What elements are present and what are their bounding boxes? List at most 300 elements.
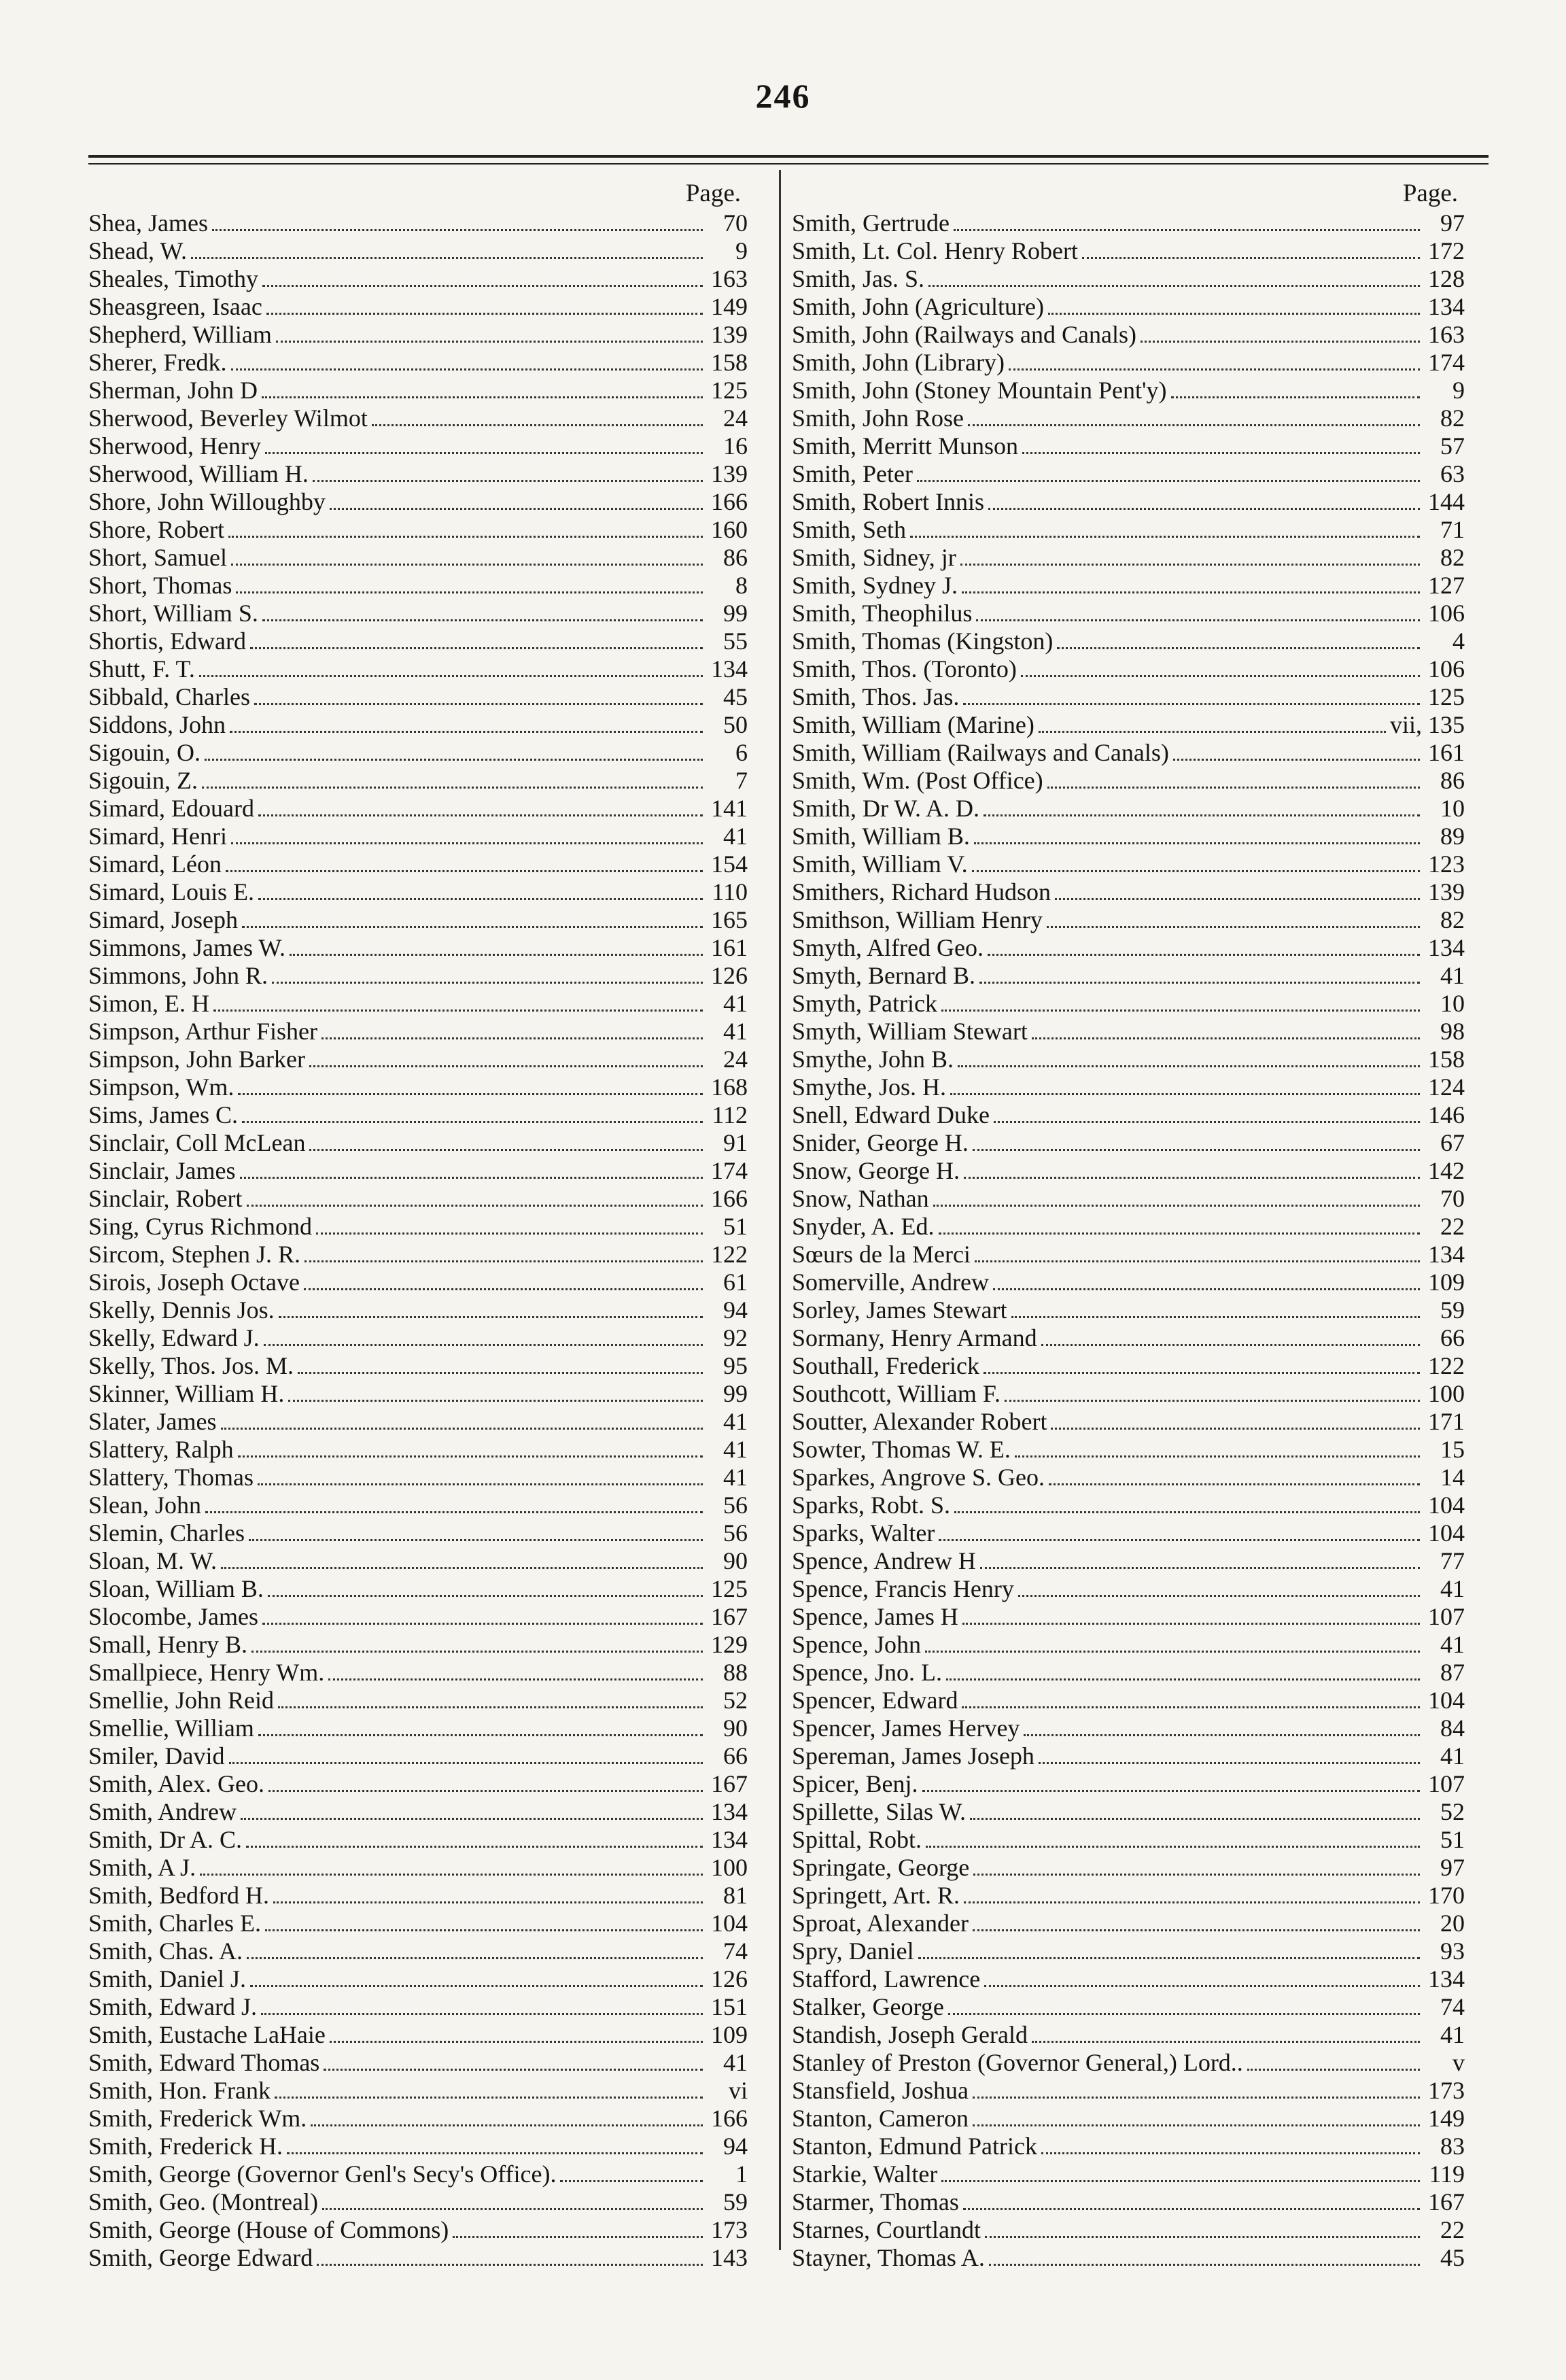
entry-page: 41: [1440, 2021, 1465, 2048]
entry-page: 109: [711, 2021, 748, 2048]
index-entry: [792, 1798, 1465, 1826]
dot-leader: [954, 1492, 1420, 1513]
entry-name: Spittal, Robt.: [792, 1826, 922, 1853]
index-entry: [88, 2244, 748, 2272]
index-entry: [88, 349, 748, 377]
entry-name: Snow, Nathan: [792, 1185, 929, 1212]
entry-name: Smith, Lt. Col. Henry Robert: [792, 237, 1078, 264]
entry-name: Sparks, Walter: [792, 1519, 935, 1547]
entry-page: 161: [1428, 739, 1465, 766]
entry-page: 100: [1428, 1380, 1465, 1407]
dot-leader: [1055, 879, 1420, 900]
entry-name: Sparks, Robt. S.: [792, 1491, 951, 1519]
entry-page: 74: [723, 1937, 748, 1965]
dot-leader: [962, 572, 1420, 593]
entry-name: Spence, Andrew H: [792, 1547, 976, 1574]
entry-page: 22: [1440, 2216, 1465, 2243]
entry-page: 106: [1428, 600, 1465, 627]
dot-leader: [1009, 349, 1420, 370]
index-entry: [88, 1157, 748, 1185]
entry-name: Smith, Alex. Geo.: [88, 1770, 264, 1797]
entry-name: Simon, E. H: [88, 990, 210, 1017]
index-entry: [792, 1603, 1465, 1631]
entry-name: Sigouin, O.: [88, 739, 201, 766]
index-entry: [88, 1073, 748, 1101]
index-entry: [88, 2021, 748, 2049]
entry-name: Spillette, Silas W.: [792, 1798, 967, 1825]
index-entry: [792, 878, 1465, 906]
dot-leader: [242, 907, 703, 928]
entry-name: Simpson, John Barker: [88, 1046, 305, 1073]
entry-page: 125: [711, 377, 748, 404]
dot-leader: [925, 1632, 1420, 1653]
dot-leader: [250, 1966, 703, 1987]
entry-name: Smith, Dr A. C.: [88, 1826, 243, 1853]
entry-name: Slocombe, James: [88, 1603, 258, 1630]
dot-leader: [910, 517, 1420, 538]
dot-leader: [213, 990, 703, 1012]
dot-leader: [262, 1604, 703, 1625]
entry-name: Smythe, Jos. H.: [792, 1073, 947, 1101]
dot-leader: [228, 517, 703, 538]
dot-leader: [1171, 377, 1421, 398]
entry-page: 99: [723, 600, 748, 627]
entry-page: 104: [711, 1910, 748, 1937]
entry-name: Smellie, William: [88, 1714, 254, 1742]
dot-leader: [453, 2217, 703, 2238]
index-entry: [792, 1185, 1465, 1213]
entry-name: Snell, Edward Duke: [792, 1101, 990, 1128]
entry-page: 94: [723, 2133, 748, 2160]
index-entry: [88, 1101, 748, 1129]
index-entry: [88, 767, 748, 795]
index-entry: [88, 1491, 748, 1519]
entry-name: Sorley, James Stewart: [792, 1296, 1007, 1324]
dot-leader: [1032, 2022, 1420, 2043]
entry-name: Short, William S.: [88, 600, 258, 627]
index-entry: [792, 209, 1465, 237]
entry-name: Smith, Thos. (Toronto): [792, 655, 1017, 683]
entry-page: 86: [723, 544, 748, 571]
index-entry: [88, 1965, 748, 1993]
entry-name: Smith, George (House of Commons): [88, 2216, 449, 2243]
dot-leader: [278, 1687, 703, 1708]
entry-name: Sowter, Thomas W. E.: [792, 1436, 1011, 1463]
dot-leader: [304, 1241, 703, 1262]
dot-leader: [221, 1409, 703, 1430]
index-entry: [792, 1296, 1465, 1324]
entry-page: 122: [711, 1241, 748, 1268]
entry-page: 77: [1440, 1547, 1465, 1574]
entry-page: 1: [735, 2160, 748, 2188]
entry-page: 112: [712, 1101, 748, 1128]
entry-page: 97: [1440, 209, 1465, 237]
index-entry: [88, 265, 748, 293]
entry-page: 66: [723, 1742, 748, 1770]
entry-name: Sproat, Alexander: [792, 1910, 969, 1937]
index-entry: [792, 1436, 1465, 1464]
index-entry: [792, 1352, 1465, 1380]
left-entries: [88, 209, 748, 2272]
dot-leader: [975, 1241, 1420, 1262]
dot-leader: [330, 2022, 703, 2043]
entry-page: 87: [1440, 1659, 1465, 1686]
dot-leader: [262, 266, 703, 287]
dot-leader: [1018, 1576, 1420, 1597]
index-entry: [792, 1742, 1465, 1770]
entry-page: 129: [711, 1631, 748, 1658]
index-entry: [792, 237, 1465, 265]
entry-name: Spry, Daniel: [792, 1937, 914, 1965]
entry-name: Smyth, Bernard B.: [792, 962, 975, 989]
dot-leader: [249, 1520, 703, 1541]
index-entry: [792, 1659, 1465, 1687]
index-entry: [88, 572, 748, 600]
index-entry: [792, 2133, 1465, 2160]
index-entry: [88, 1798, 748, 1826]
index-entry: [792, 2188, 1465, 2216]
dot-leader: [268, 1576, 703, 1597]
index-entry: [792, 711, 1465, 739]
entry-page: 41: [723, 2049, 748, 2076]
entry-name: Stansfield, Joshua: [792, 2077, 969, 2104]
index-entry: [88, 627, 748, 655]
entry-page: 98: [1440, 1018, 1465, 1045]
entry-page: 6: [735, 739, 748, 766]
entry-name: Smith, John (Railways and Canals): [792, 321, 1136, 348]
dot-leader: [275, 2077, 703, 2099]
index-entry: [792, 1073, 1465, 1101]
dot-leader: [264, 1325, 703, 1346]
dot-leader: [1082, 238, 1420, 259]
entry-name: Smyth, William Stewart: [792, 1018, 1028, 1045]
entry-page: 45: [723, 683, 748, 710]
entry-page: 66: [1440, 1324, 1465, 1351]
entry-page: 126: [711, 962, 748, 989]
dot-leader: [298, 1353, 703, 1374]
dot-leader: [964, 1158, 1420, 1179]
entry-page: 41: [723, 990, 748, 1017]
entry-name: Sing, Cyrus Richmond: [88, 1213, 313, 1240]
entry-page: 134: [711, 655, 748, 683]
entry-page: 125: [1428, 683, 1465, 710]
entry-page: 106: [1428, 655, 1465, 683]
entry-name: Sherer, Fredk.: [88, 349, 227, 376]
entry-page: 151: [711, 1993, 748, 2020]
dot-leader: [980, 1548, 1420, 1569]
dot-leader: [926, 1827, 1420, 1848]
index-entry: [88, 1519, 748, 1547]
index-entry: [88, 1826, 748, 1854]
entry-name: Simard, Henri: [88, 823, 227, 850]
entry-name: Simard, Edouard: [88, 795, 254, 822]
index-entry: [88, 1380, 748, 1408]
entry-page: 41: [1440, 1742, 1465, 1770]
entry-page: v: [1452, 2049, 1465, 2076]
entry-page: 41: [723, 1464, 748, 1491]
dot-leader: [1048, 294, 1420, 315]
dot-leader: [984, 795, 1420, 816]
dot-leader: [238, 1436, 703, 1458]
index-entry: [792, 293, 1465, 321]
entry-name: Shead, W.: [88, 237, 188, 264]
index-entry: [88, 1269, 748, 1296]
index-entry: [88, 1185, 748, 1213]
entry-name: Spence, John: [792, 1631, 921, 1658]
index-entry: [88, 962, 748, 990]
entry-page: 126: [711, 1965, 748, 1993]
index-entry: [792, 1547, 1465, 1575]
entry-name: Stanton, Cameron: [792, 2105, 969, 2132]
dot-leader: [973, 2105, 1420, 2126]
entry-name: Snyder, A. Ed.: [792, 1213, 935, 1240]
index-entry: [792, 1770, 1465, 1798]
entry-name: Smithers, Richard Hudson: [792, 878, 1051, 906]
dot-leader: [972, 851, 1420, 872]
entry-name: Stayner, Thomas A.: [792, 2244, 985, 2271]
dot-leader: [261, 1994, 703, 2015]
entry-page: 24: [723, 404, 748, 432]
dot-leader: [258, 879, 703, 900]
dot-leader: [970, 1799, 1420, 1820]
entry-name: Sinclair, Coll McLean: [88, 1129, 306, 1156]
entry-name: Southall, Frederick: [792, 1352, 979, 1379]
index-entry: [792, 2244, 1465, 2272]
entry-name: Sherwood, Beverley Wilmot: [88, 404, 368, 432]
entry-name: Smith, Wm. (Post Office): [792, 767, 1043, 794]
index-entry: [792, 600, 1465, 627]
entry-name: Stafford, Lawrence: [792, 1965, 981, 1993]
entry-page: 158: [711, 349, 748, 376]
index-entry: [88, 2133, 748, 2160]
dot-leader: [272, 963, 703, 984]
index-entry: [88, 2216, 748, 2244]
index-entry: [88, 2049, 748, 2077]
index-entry: [88, 1687, 748, 1714]
entry-page: 109: [1428, 1269, 1465, 1296]
index-entry: [88, 1631, 748, 1659]
dot-leader: [988, 935, 1420, 956]
index-entry: [792, 1269, 1465, 1296]
dot-leader: [321, 1018, 703, 1039]
entry-page: 4: [1452, 627, 1465, 655]
entry-page: 41: [723, 1408, 748, 1435]
index-entry: [88, 544, 748, 572]
entry-name: Smith, Andrew: [88, 1798, 237, 1825]
entry-name: Spencer, Edward: [792, 1687, 958, 1714]
entry-page: 160: [711, 516, 748, 543]
entry-page: 59: [1440, 1296, 1465, 1324]
entry-name: Smith, Seth: [792, 516, 907, 543]
entry-page: 173: [1428, 2077, 1465, 2104]
index-entry: [792, 1380, 1465, 1408]
entry-page: 127: [1428, 572, 1465, 599]
dot-leader: [200, 1855, 703, 1876]
entry-name: Smith, Edward Thomas: [88, 2049, 320, 2076]
index-entry: [792, 990, 1465, 1018]
index-entry: [88, 1296, 748, 1324]
dot-leader: [254, 684, 703, 705]
index-entry: [792, 544, 1465, 572]
index-entry: [792, 2077, 1465, 2105]
entry-name: Smith, William V.: [792, 850, 968, 878]
entry-page: 57: [1440, 432, 1465, 460]
entry-page: 139: [711, 460, 748, 487]
entry-name: Spence, Francis Henry: [792, 1575, 1014, 1602]
entry-page: 124: [1428, 1073, 1465, 1101]
entry-name: Smith, Chas. A.: [88, 1937, 243, 1965]
entry-name: Smith, John (Stoney Mountain Pent'y): [792, 377, 1167, 404]
entry-page: 134: [1428, 1241, 1465, 1268]
entry-name: Smith, George Edward: [88, 2244, 313, 2271]
index-entry: [792, 1018, 1465, 1046]
right-column: [792, 178, 1465, 2272]
dot-leader: [313, 461, 703, 482]
dot-leader: [236, 572, 703, 593]
index-entry: [792, 2216, 1465, 2244]
entry-name: Smith, Hon. Frank: [88, 2077, 271, 2104]
entry-page: 168: [711, 1073, 748, 1101]
entry-page: 82: [1440, 404, 1465, 432]
index-entry: [88, 1603, 748, 1631]
index-entry: [792, 516, 1465, 544]
dot-leader: [231, 545, 703, 566]
entry-page: 94: [723, 1296, 748, 1324]
dot-leader: [231, 349, 703, 370]
entry-name: Smith, William (Railways and Canals): [792, 739, 1169, 766]
dot-leader: [1057, 628, 1420, 649]
entry-page: 82: [1440, 544, 1465, 571]
index-entry: [792, 1157, 1465, 1185]
dot-leader: [1041, 2133, 1420, 2154]
entry-page: 51: [723, 1213, 748, 1240]
entry-name: Shortis, Edward: [88, 627, 246, 655]
index-entry: [792, 1324, 1465, 1352]
entry-page: 107: [1428, 1603, 1465, 1630]
entry-name: Sherman, John D: [88, 377, 258, 404]
dot-leader: [258, 1715, 703, 1736]
dot-leader: [330, 489, 703, 510]
entry-page: 166: [711, 488, 748, 515]
entry-name: Sparkes, Angrove S. Geo.: [792, 1464, 1045, 1491]
entry-name: Shepherd, William: [88, 321, 272, 348]
entry-page: 50: [723, 711, 748, 738]
header-rule-thin: [88, 163, 1489, 165]
entry-name: Sloan, M. W.: [88, 1547, 218, 1574]
entry-name: Smythe, John B.: [792, 1046, 954, 1073]
index-entry: [792, 1408, 1465, 1436]
entry-name: Sœurs de la Merci: [792, 1241, 971, 1268]
index-entry: [792, 1937, 1465, 1965]
entry-name: Siddons, John: [88, 711, 226, 738]
dot-leader: [265, 1910, 703, 1931]
entry-name: Smith, Charles E.: [88, 1910, 261, 1937]
entry-page: 125: [711, 1575, 748, 1602]
entry-name: Smith, Jas. S.: [792, 265, 925, 292]
dot-leader: [939, 1213, 1420, 1235]
entry-page: 90: [723, 1714, 748, 1742]
entry-name: Snow, George H.: [792, 1157, 960, 1184]
entry-name: Slattery, Thomas: [88, 1464, 254, 1491]
entry-name: Smith, Thomas (Kingston): [792, 627, 1054, 655]
entry-page: 134: [1428, 934, 1465, 961]
entry-name: Springate, George: [792, 1854, 970, 1881]
entry-name: Soutter, Alexander Robert: [792, 1408, 1047, 1435]
entry-page: 84: [1440, 1714, 1465, 1742]
dot-leader: [1041, 1325, 1420, 1346]
dot-leader: [963, 684, 1420, 705]
entry-page: 10: [1440, 990, 1465, 1017]
entry-name: Southcott, William F.: [792, 1380, 1001, 1407]
entry-name: Sigouin, Z.: [88, 767, 198, 794]
dot-leader: [251, 1632, 703, 1653]
dot-leader: [324, 2050, 703, 2071]
index-entry: [792, 627, 1465, 655]
dot-leader: [973, 1855, 1420, 1876]
entry-page: 107: [1428, 1770, 1465, 1797]
dot-leader: [1247, 2050, 1420, 2071]
index-entry: [88, 1046, 748, 1073]
entry-name: Smith, Sidney, jr: [792, 544, 956, 571]
dot-leader: [973, 1910, 1420, 1931]
entry-page: 70: [723, 209, 748, 237]
entry-name: Spereman, James Joseph: [792, 1742, 1034, 1770]
entry-page: 22: [1440, 1213, 1465, 1240]
entry-page: 174: [711, 1157, 748, 1184]
dot-leader: [968, 405, 1420, 426]
entry-name: Stanley of Preston (Governor General,) Lord..: [792, 2049, 1243, 2076]
index-entry: [88, 1575, 748, 1603]
index-entry: [88, 795, 748, 823]
dot-leader: [1032, 1018, 1420, 1039]
entry-page: 166: [711, 2105, 748, 2132]
entry-name: Simpson, Arthur Fisher: [88, 1018, 318, 1045]
index-entry: [88, 432, 748, 460]
entry-page: 45: [1440, 2244, 1465, 2271]
index-entry: [88, 655, 748, 683]
entry-name: Smyth, Patrick: [792, 990, 937, 1017]
entry-page: 167: [711, 1603, 748, 1630]
entry-name: Sirois, Joseph Octave: [88, 1269, 300, 1296]
entry-name: Smith, William B.: [792, 823, 970, 850]
index-entry: [88, 1436, 748, 1464]
dot-leader: [1049, 1464, 1420, 1485]
index-entry: [792, 1046, 1465, 1073]
entry-page: 119: [1429, 2160, 1465, 2188]
entry-name: Slater, James: [88, 1408, 217, 1435]
entry-page: 8: [735, 572, 748, 599]
index-entry: [792, 962, 1465, 990]
entry-name: Spence, James H: [792, 1603, 958, 1630]
right-entries: [792, 209, 1465, 2272]
entry-page: 149: [711, 293, 748, 320]
index-entry: [792, 349, 1465, 377]
entry-page: 9: [735, 237, 748, 264]
index-entry: [88, 850, 748, 878]
entry-name: Shea, James: [88, 209, 208, 237]
dot-leader: [950, 1074, 1420, 1095]
dot-leader: [199, 656, 703, 677]
entry-name: Sircom, Stephen J. R.: [88, 1241, 300, 1268]
dot-leader: [273, 1882, 703, 1903]
entry-name: Smith, Frederick Wm.: [88, 2105, 307, 2132]
index-entry: [88, 934, 748, 962]
entry-page: 99: [723, 1380, 748, 1407]
dot-leader: [989, 2245, 1420, 2266]
index-entry: [792, 655, 1465, 683]
index-entry: [792, 1826, 1465, 1854]
entry-page: 90: [723, 1547, 748, 1574]
